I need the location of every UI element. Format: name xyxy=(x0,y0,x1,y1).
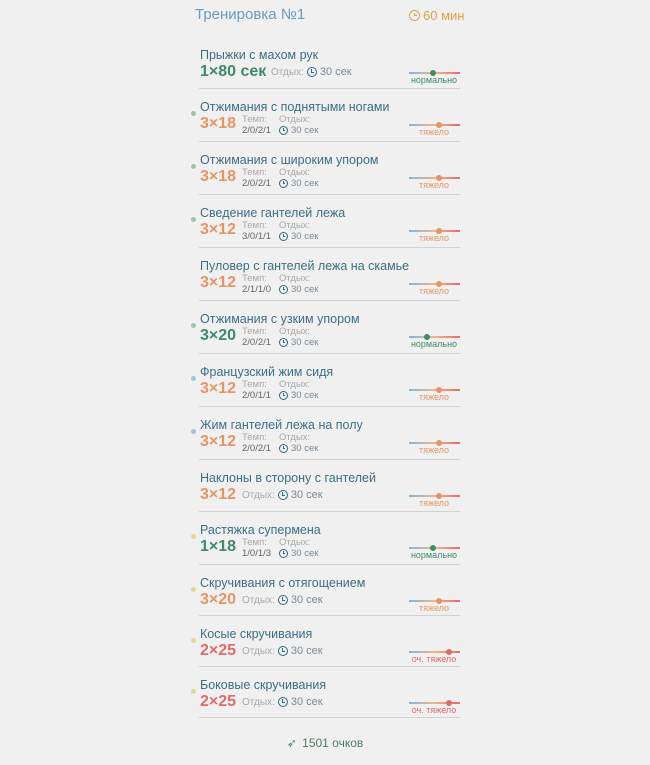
difficulty-gauge xyxy=(409,72,460,74)
workout-duration xyxy=(409,8,464,23)
exercise-name: Отжимания с широким упором xyxy=(200,153,379,167)
tempo-block xyxy=(242,220,271,242)
difficulty-label: тяжело xyxy=(418,603,450,613)
exercise-sets: 3×12 xyxy=(200,433,237,450)
tempo-label: Темп: xyxy=(242,114,267,125)
difficulty-label: тяжело xyxy=(418,445,450,455)
tempo-label: Темп: xyxy=(242,220,267,231)
rest-block xyxy=(279,379,318,401)
divider xyxy=(199,511,460,512)
exercise-item[interactable] xyxy=(0,570,650,621)
clock-icon xyxy=(279,391,288,400)
exercise-name: Растяжка супермена xyxy=(200,523,321,537)
divider xyxy=(199,247,460,248)
rest-label: Отдых: xyxy=(242,696,275,708)
rest-block xyxy=(279,273,318,295)
clock-icon xyxy=(307,67,317,77)
exercise-item[interactable] xyxy=(0,517,650,570)
difficulty-gauge xyxy=(409,702,460,704)
rest-value: 30 сек xyxy=(290,645,323,657)
rest-label: Отдых: xyxy=(271,66,304,78)
divider xyxy=(199,564,460,565)
exercise-name: Французский жим сидя xyxy=(200,365,334,379)
rest-value: 30 сек xyxy=(291,443,319,454)
rest-value: 30 сек xyxy=(291,284,319,295)
rest-value: 30 сек xyxy=(290,594,323,606)
rest-value: 30 сек xyxy=(290,696,323,708)
difficulty-gauge xyxy=(409,651,460,653)
exercise-item[interactable] xyxy=(0,42,650,94)
tempo-value: 2/0/2/1 xyxy=(242,178,272,189)
clock-icon xyxy=(279,232,288,241)
difficulty-label: тяжело xyxy=(418,286,450,296)
rest-label: Отдых: xyxy=(242,594,275,606)
exercise-name: Отжимания с узким упором xyxy=(200,312,360,326)
exercise-item[interactable] xyxy=(0,465,650,517)
divider xyxy=(199,459,460,460)
exercise-sets: 1×80 сек xyxy=(200,63,267,80)
rest-block xyxy=(242,645,323,657)
muscle-group-dot xyxy=(191,638,196,643)
difficulty-label: нормально xyxy=(410,550,458,560)
clock-icon xyxy=(278,490,288,500)
rest-label: Отдых: xyxy=(279,537,311,548)
rest-value: 30 сек xyxy=(319,66,352,78)
rest-label: Отдых: xyxy=(279,167,311,178)
exercise-item[interactable] xyxy=(0,412,650,465)
difficulty-gauge xyxy=(409,230,460,232)
muscle-group-dot xyxy=(191,534,196,539)
rest-label: Отдых: xyxy=(279,273,311,284)
exercise-sets: 3×12 xyxy=(200,486,237,503)
exercise-name: Пуловер с гантелей лежа на скамье xyxy=(200,259,410,273)
difficulty-gauge xyxy=(409,177,460,179)
exercise-name: Косые скручивания xyxy=(200,627,313,641)
tempo-label: Темп: xyxy=(242,273,267,284)
clock-icon xyxy=(279,444,288,453)
divider xyxy=(199,353,460,354)
tempo-value: 2/0/2/1 xyxy=(242,337,272,348)
rest-label: Отдых: xyxy=(242,489,275,501)
exercise-item[interactable] xyxy=(0,359,650,412)
exercise-sets: 2×25 xyxy=(200,693,237,710)
exercise-sets: 1×18 xyxy=(200,538,237,555)
rocket-icon: ➶ xyxy=(286,736,297,750)
workout-title: Тренировка №1 xyxy=(195,6,306,23)
muscle-group-dot xyxy=(191,323,196,328)
divider xyxy=(199,88,460,89)
tempo-block xyxy=(242,326,271,348)
exercise-item[interactable] xyxy=(0,306,650,359)
difficulty-label: тяжело xyxy=(418,180,450,190)
rest-value: 30 сек xyxy=(291,125,319,136)
divider xyxy=(199,615,460,616)
difficulty-label: нормально xyxy=(410,339,458,349)
difficulty-label: нормально xyxy=(410,75,458,85)
muscle-group-dot xyxy=(191,217,196,222)
clock-icon xyxy=(279,285,288,294)
rest-label: Отдых: xyxy=(279,114,311,125)
difficulty-label: оч. тяжело xyxy=(411,654,457,664)
exercise-item[interactable] xyxy=(0,672,650,723)
divider xyxy=(199,141,460,142)
clock-icon xyxy=(279,126,288,135)
difficulty-gauge xyxy=(409,336,460,338)
exercise-sets: 3×12 xyxy=(200,221,237,238)
muscle-group-dot xyxy=(191,164,196,169)
tempo-value: 2/0/2/1 xyxy=(242,443,272,454)
divider xyxy=(199,717,460,718)
exercise-list xyxy=(0,42,650,723)
exercise-sets: 3×20 xyxy=(200,591,237,608)
clock-icon xyxy=(409,10,420,21)
muscle-group-dot xyxy=(191,111,196,116)
exercise-item[interactable] xyxy=(0,147,650,200)
difficulty-gauge xyxy=(409,547,460,549)
exercise-sets: 3×12 xyxy=(200,380,237,397)
muscle-group-dot xyxy=(191,376,196,381)
exercise-name: Сведение гантелей лежа xyxy=(200,206,346,220)
rest-value: 30 сек xyxy=(291,390,319,401)
rest-label: Отдых: xyxy=(279,432,311,443)
difficulty-label: тяжело xyxy=(418,233,450,243)
tempo-value: 2/0/1/1 xyxy=(242,390,272,401)
tempo-value: 1/0/1/3 xyxy=(242,548,272,559)
rest-block xyxy=(242,594,323,606)
exercise-sets: 3×12 xyxy=(200,274,237,291)
tempo-label: Темп: xyxy=(242,537,267,548)
difficulty-gauge xyxy=(409,124,460,126)
difficulty-gauge xyxy=(409,495,460,497)
exercise-item[interactable] xyxy=(0,94,650,147)
clock-icon xyxy=(279,179,288,188)
exercise-item[interactable] xyxy=(0,621,650,672)
rest-value: 30 сек xyxy=(291,178,319,189)
exercise-name: Жим гантелей лежа на полу xyxy=(200,418,363,432)
difficulty-label: оч. тяжело xyxy=(411,705,457,715)
tempo-value: 2/0/2/1 xyxy=(242,125,272,136)
divider xyxy=(199,666,460,667)
rest-value: 30 сек xyxy=(291,337,319,348)
rest-value: 30 сек xyxy=(290,489,323,501)
tempo-block xyxy=(242,432,271,454)
muscle-group-dot xyxy=(191,689,196,694)
rest-block xyxy=(279,167,318,189)
rest-label: Отдых: xyxy=(279,326,311,337)
tempo-value: 3/0/1/1 xyxy=(242,231,272,242)
difficulty-gauge xyxy=(409,442,460,444)
rest-block xyxy=(279,537,318,559)
rest-block xyxy=(279,432,318,454)
exercise-sets: 3×18 xyxy=(200,115,237,132)
difficulty-gauge xyxy=(409,283,460,285)
tempo-label: Темп: xyxy=(242,432,267,443)
exercise-sets: 2×25 xyxy=(200,642,237,659)
clock-icon xyxy=(279,338,288,347)
exercise-name: Боковые скручивания xyxy=(200,678,327,692)
rest-block xyxy=(271,66,352,78)
rest-block xyxy=(279,326,318,348)
tempo-value: 2/1/1/0 xyxy=(242,284,272,295)
duration-value: 60 мин xyxy=(423,8,465,23)
difficulty-gauge xyxy=(409,389,460,391)
clock-icon xyxy=(278,595,288,605)
muscle-group-dot xyxy=(191,429,196,434)
tempo-block xyxy=(242,537,271,559)
rest-value: 30 сек xyxy=(291,231,319,242)
difficulty-gauge xyxy=(409,600,460,602)
rest-label: Отдых: xyxy=(279,220,311,231)
exercise-name: Отжимания с поднятыми ногами xyxy=(200,100,390,114)
divider xyxy=(199,194,460,195)
workout-header xyxy=(0,0,650,32)
exercise-item[interactable] xyxy=(0,253,650,306)
rest-block xyxy=(279,114,318,136)
rest-label: Отдых: xyxy=(242,645,275,657)
difficulty-label: тяжело xyxy=(418,498,450,508)
tempo-label: Темп: xyxy=(242,326,267,337)
clock-icon xyxy=(279,549,288,558)
exercise-name: Скручивания с отягощением xyxy=(200,576,366,590)
divider xyxy=(199,406,460,407)
rest-value: 30 сек xyxy=(291,548,319,559)
tempo-block xyxy=(242,379,271,401)
exercise-name: Прыжки с махом рук xyxy=(200,48,319,62)
tempo-label: Темп: xyxy=(242,167,267,178)
exercise-item[interactable] xyxy=(0,200,650,253)
exercise-sets: 3×20 xyxy=(200,327,237,344)
muscle-group-dot xyxy=(191,587,196,592)
divider xyxy=(199,300,460,301)
clock-icon xyxy=(278,646,288,656)
rest-block xyxy=(279,220,318,242)
clock-icon xyxy=(278,697,288,707)
tempo-block xyxy=(242,273,271,295)
difficulty-label: тяжело xyxy=(418,392,450,402)
exercise-sets: 3×18 xyxy=(200,168,237,185)
tempo-block xyxy=(242,167,271,189)
tempo-block xyxy=(242,114,271,136)
rest-block xyxy=(242,489,323,501)
tempo-label: Темп: xyxy=(242,379,267,390)
points-total xyxy=(0,736,650,750)
rest-block xyxy=(242,696,323,708)
difficulty-label: тяжело xyxy=(418,127,450,137)
points-value: 1501 очков xyxy=(302,736,364,750)
exercise-name: Наклоны в сторону с гантелей xyxy=(200,471,376,485)
rest-label: Отдых: xyxy=(279,379,311,390)
